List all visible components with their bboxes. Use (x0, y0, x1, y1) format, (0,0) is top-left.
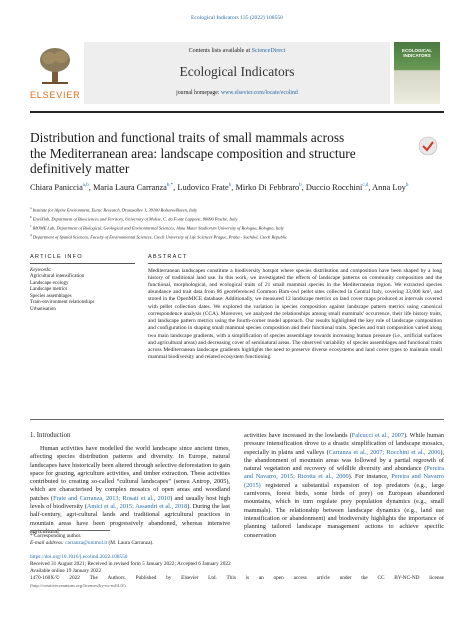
reference-link[interactable]: Amici et al., 2015; Assandri et al., 2018 (86, 503, 188, 511)
corresponding-label: * Corresponding author. (30, 533, 82, 539)
license-word: 1470-160X/© (30, 575, 60, 582)
intro-paragraph (30, 445, 230, 536)
reference-link[interactable]: Pereira and Navarro (2015) (244, 473, 444, 489)
reference-link[interactable]: Falcucci et al., 2007 (351, 432, 404, 439)
keyword-item: Train-environment relationships (30, 300, 95, 306)
license-word: by (166, 575, 172, 582)
body-text: activities have increased in the lowlands ( (244, 432, 352, 439)
author-name[interactable]: Mirko Di Febbraro (235, 182, 300, 192)
author-name[interactable]: Anna Loy (372, 182, 406, 192)
affiliation-mark: a (30, 206, 32, 210)
reference-link[interactable]: Pereira and Navarro, 2015; Ricotta et al., 2000 (244, 465, 444, 481)
license-word: Ltd. (208, 575, 217, 582)
journal-banner (84, 42, 390, 104)
homepage-link[interactable]: www.elsevier.com/locate/ecolind (220, 90, 298, 96)
license-url[interactable]: (http://creativecommons.org/licenses/by-nc-nd/4.0/). (30, 583, 127, 589)
body-text: ). During the last half-century, agri-cultural lands and traditional agricultural practices in mountain areas have been progressively abandoned, whereas intensive agricultural (30, 503, 230, 535)
contents-line (84, 48, 390, 54)
affiliation-item (30, 205, 440, 214)
email-link[interactable]: carranza@unimol.it (65, 540, 108, 546)
journal-cover[interactable] (394, 42, 440, 104)
license-word: Elsevier (181, 575, 199, 582)
license-word: the (361, 575, 368, 582)
body-rule (30, 419, 444, 420)
affiliation-mark: b (30, 215, 32, 220)
license-word: The (89, 575, 98, 582)
license-word: article (316, 575, 330, 582)
license-word: Published (135, 575, 157, 582)
email-label: E-mail address: (30, 540, 64, 546)
affiliation-item (30, 232, 440, 241)
reference-link[interactable]: Carranza et al., 2007; Rocchini et al., 2006 (328, 448, 441, 456)
license-word: open (273, 575, 284, 582)
body-column-right (244, 432, 444, 540)
affiliation-text: BIOME Lab, Department of Biological, Geological and Environmental Sciences, Alma Mater Studiorum University of Bologna, Bologna, Italy (32, 225, 284, 231)
author-affiliation-mark[interactable]: c,d (362, 183, 369, 188)
affiliation-mark: d (30, 233, 32, 238)
crossmark-icon[interactable] (418, 136, 438, 156)
header-rule (30, 111, 444, 113)
author-affiliation-mark[interactable]: a,b (82, 183, 89, 188)
license-word: is (245, 575, 250, 582)
body-column-left (30, 432, 230, 536)
abstract-heading: ABSTRACT (148, 254, 188, 260)
license-word: 2022 (69, 575, 80, 582)
author-affiliation-mark[interactable]: b (405, 183, 409, 188)
author-name[interactable]: Ludovico Frate (177, 182, 229, 192)
license-word: Authors. (107, 575, 126, 582)
doi-link[interactable]: https://doi.org/10.1016/j.ecolind.2022.108550 (30, 554, 128, 560)
license-word: This (226, 575, 236, 582)
article-title: Distribution and functional traits of small mammals across the Mediterranean area: landscape composition and structure definitively matter (30, 130, 356, 177)
keyword-item: Landscape ecology (30, 280, 69, 286)
license-word: CC (377, 575, 385, 582)
abstract-rule (148, 263, 442, 264)
corresponding-footnote (30, 533, 280, 547)
article-meta (30, 554, 444, 589)
author-affiliation-mark[interactable]: b,* (166, 183, 174, 188)
article-info-heading: ARTICLE INFO (30, 254, 83, 260)
received-dates: Received 31 August 2021; Received in revised form 5 January 2022; Accepted 6 January 2022 (30, 561, 231, 568)
available-online: Available online 19 January 2022 (30, 568, 102, 575)
keywords-label: Keywords: (30, 267, 52, 273)
keyword-list (30, 274, 135, 313)
email-line (30, 540, 280, 547)
keyword-item: Landscape metrics (30, 287, 68, 293)
abstract-text: Mediterranean landscapes constitute a biodiversity hotspot where species distribution and composition have been shaped by a long history of traditional land use. In this work, we investigated the effects of landscape patterns on community composition and the functional, morphological, and ecological traits of 21 small mammal species in the Mediterranean region. We extracted species abundance and trait data from 86 georeferenced Common Barn-owl pellet sites collected in Central Italy, covering 33,000 km², and stored in the OpenMICE database. Additionally, we measured 12 landscape metrics on land cover maps produced at intervals covered with pellet collection dates. We explored the variation in species composition against landscape pattern metrics using canonical correspondence analysis (CCA). Moreover, we analyzed the relationships among small mammals' occurrence, their life history traits, and landscape pattern metrics using the fourth-corner model approach. Our results highlighted the key role of landscape composition and configuration in shaping small mammal species composition and their functional traits. Species and trait composition varied along two main landscape gradients, with a simplification of species assemblage towards increasing human pressure (i.e., artificial surfaces and agricultural areas) and decreasing cover of seminatural areas. The observed variability of species assemblages and functional traits across Mediterranean landscape gradients highlights the need to preserve diverse ecosystems and land cover types to maintain small mammal biodiversity and related ecosystem functioning. (148, 267, 442, 361)
affiliation-text: Department of Spatial Sciences, Faculty of Environmental Sciences, Czech University of Life Sciences Prague, Praha - Suchdol, Czech Republic (32, 234, 288, 240)
intro-paragraph-continued (244, 432, 444, 540)
keyword-item: Urbanisation (30, 306, 56, 312)
sciencedirect-link[interactable]: ScienceDirect (251, 48, 286, 54)
citation-line[interactable]: Ecological Indicators 135 (2022) 108550 (191, 15, 283, 21)
email-suffix: (M. Laura Carranza). (108, 540, 154, 546)
affiliation-item (30, 223, 440, 232)
license-word: under (339, 575, 352, 582)
elsevier-tree-icon (38, 46, 72, 86)
author-name[interactable]: Maria Laura Carranza (92, 182, 167, 192)
body-text: ), the abandonment of mountain areas was followed by a partial regrowth of natural vegetation and recovery of wildlife diversity and abundance ( (244, 448, 444, 473)
affiliation-item (30, 214, 440, 223)
contents-prefix: Contents lists available at (188, 48, 251, 54)
keyword-item: Agricultural intensification (30, 274, 85, 280)
reference-link[interactable]: Frate and Carranza, 2013; Rosati et al., 2010 (53, 494, 171, 502)
homepage-line (84, 90, 390, 96)
cover-title: ECOLOGICAL INDICATORS (402, 48, 432, 58)
keyword-item: Species assemblages (30, 293, 72, 299)
author-affiliation-mark[interactable]: b (228, 183, 232, 188)
author-name[interactable]: Chiara Paniccia (30, 182, 83, 192)
author-list: Chiara Paniccia$^{a,b}$, Maria Laura Carranza$^{b,*}$, Ludovico Frate$^b$, Mirko Di Febbraro$^b$, Duccio Rocchini$^{c,d}$, Anna Loy$^b$ (30, 182, 409, 192)
author-affiliation-mark[interactable]: b (299, 183, 302, 188)
section-heading: 1. Introduction (30, 432, 71, 439)
affiliation-list (30, 205, 440, 241)
journal-title: Ecological Indicators (179, 64, 295, 79)
body-text: ). While human pressure intensification drove to a drastic simplification of landscape mosaics, especially in plains and valleys ( (244, 432, 445, 456)
publisher-wordmark: ELSEVIER (30, 90, 81, 100)
elsevier-logo (30, 42, 80, 104)
author-name[interactable]: Duccio Rocchini (305, 182, 363, 192)
abstract-section (148, 254, 442, 361)
homepage-prefix: journal homepage: (176, 90, 220, 96)
affiliation-text: EnviXlab, Department of Biosciences and Territory, University of Molise, C. da Fonte Lappone, 86090 Pesche, Italy (32, 216, 238, 222)
body-text: Human activities have modelled the world landscape since ancient times, affecting species distribution patterns and diversity. In Europe, natural landscapes have historically been altered through selective deforestation to gain space for grazing, agriculture activities, and timber extraction. These activities contributed to creating so-called “cultural landscapes” (sensu Antrop, 2005), which are characterised by complex mosaics of open areas and woodland patches ( (30, 445, 230, 502)
license-word: BY-NC-ND (394, 575, 420, 582)
license-line (30, 575, 444, 582)
license-word: access (293, 575, 307, 582)
license-word: license (429, 575, 444, 582)
license-word: an (258, 575, 264, 582)
article-info (30, 254, 135, 313)
footnote-rule (30, 530, 110, 531)
body-text: ) and usually host high levels of biodiversity ( (30, 494, 230, 511)
body-text: registered a substantial expansion of top predators (e.g., large carnivores, forest birds, some birds of prey) on European abandoned mountains, which in turn regulate prey population dynamics (e.g., small mammals). The relationship between landscape dynamics (e.g., land use intensification or abandonment) and biodiversity highlights the importance of planning tailored landscape management actions to achieve specific conservation (244, 481, 444, 539)
body-text: ). For instance, (348, 473, 392, 481)
article-info-rule (30, 263, 135, 264)
affiliation-text: Institute for Alpine Environment, Eurac Research, Drususallee 1, 39100 Bolzano/Bozen, Italy (32, 207, 198, 213)
affiliation-mark: c (30, 224, 32, 229)
